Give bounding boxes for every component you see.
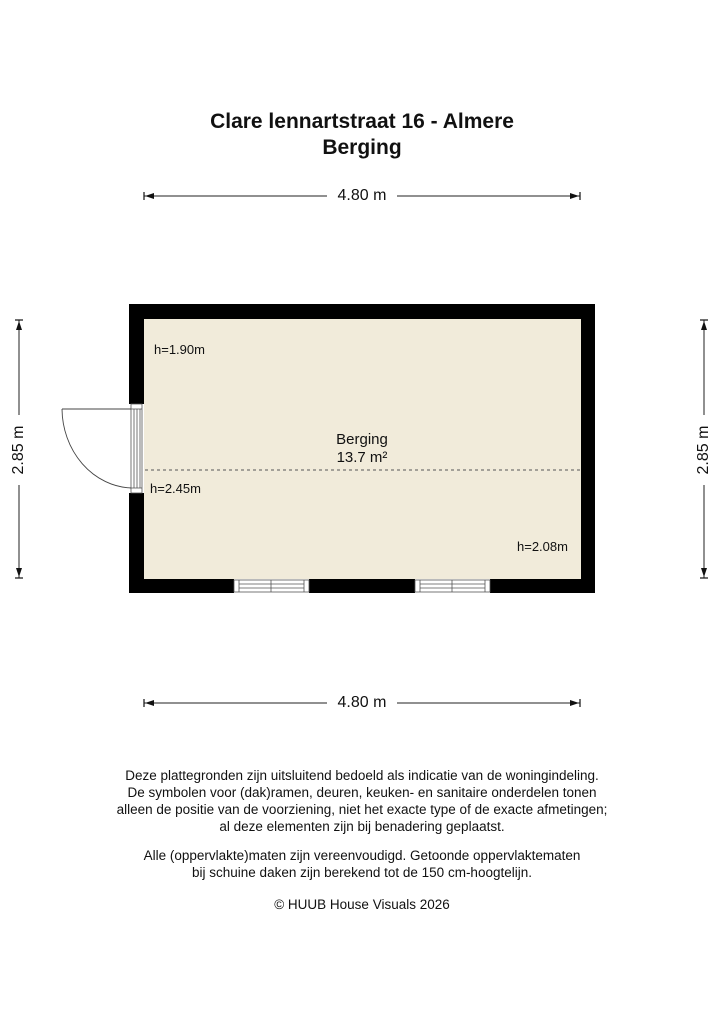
note-text bbox=[0, 847, 724, 881]
disclaimer-line: De symbolen voor (dak)ramen, deuren, keuken- en sanitaire onderdelen tonen bbox=[127, 785, 597, 800]
dimension-right-label: 2.85 m bbox=[694, 415, 714, 485]
height-label-mid-left: h=2.45m bbox=[150, 481, 201, 496]
window-bottom-1 bbox=[234, 580, 309, 592]
window-bottom-2 bbox=[415, 580, 490, 592]
height-label-top-left: h=1.90m bbox=[154, 342, 205, 357]
disclaimer-line: Deze plattegronden zijn uitsluitend bedoeld als indicatie van de woningindeling. bbox=[125, 768, 599, 783]
door-left bbox=[62, 404, 142, 493]
note-line: Alle (oppervlakte)maten zijn vereenvoudigd. Getoonde oppervlaktematen bbox=[143, 848, 581, 863]
dimension-bottom-label: 4.80 m bbox=[327, 693, 397, 713]
disclaimer-line: alleen de positie van de voorziening, niet het exacte type of de exacte afmetingen; bbox=[116, 802, 608, 817]
room-area: 13.7 m² bbox=[336, 449, 388, 466]
room-name: Berging bbox=[336, 431, 388, 448]
dimension-top-label: 4.80 m bbox=[327, 186, 397, 206]
room-label bbox=[312, 431, 412, 467]
dimension-bottom bbox=[327, 693, 397, 713]
disclaimer-text bbox=[0, 767, 724, 835]
disclaimer-line: al deze elementen zijn bij benadering geplaatst. bbox=[219, 819, 505, 834]
dimension-left-label: 2.85 m bbox=[9, 415, 29, 485]
plan-title-address: Clare lennartstraat 16 - Almere bbox=[210, 110, 514, 133]
note-line: bij schuine daken zijn berekend tot de 150 cm-hoogtelijn. bbox=[192, 865, 532, 880]
dimension-top bbox=[327, 186, 397, 206]
copyright-text: © HUUB House Visuals 2026 bbox=[274, 897, 450, 912]
height-label-bottom-right: h=2.08m bbox=[517, 539, 568, 554]
plan-title-floor: Berging bbox=[322, 136, 402, 159]
